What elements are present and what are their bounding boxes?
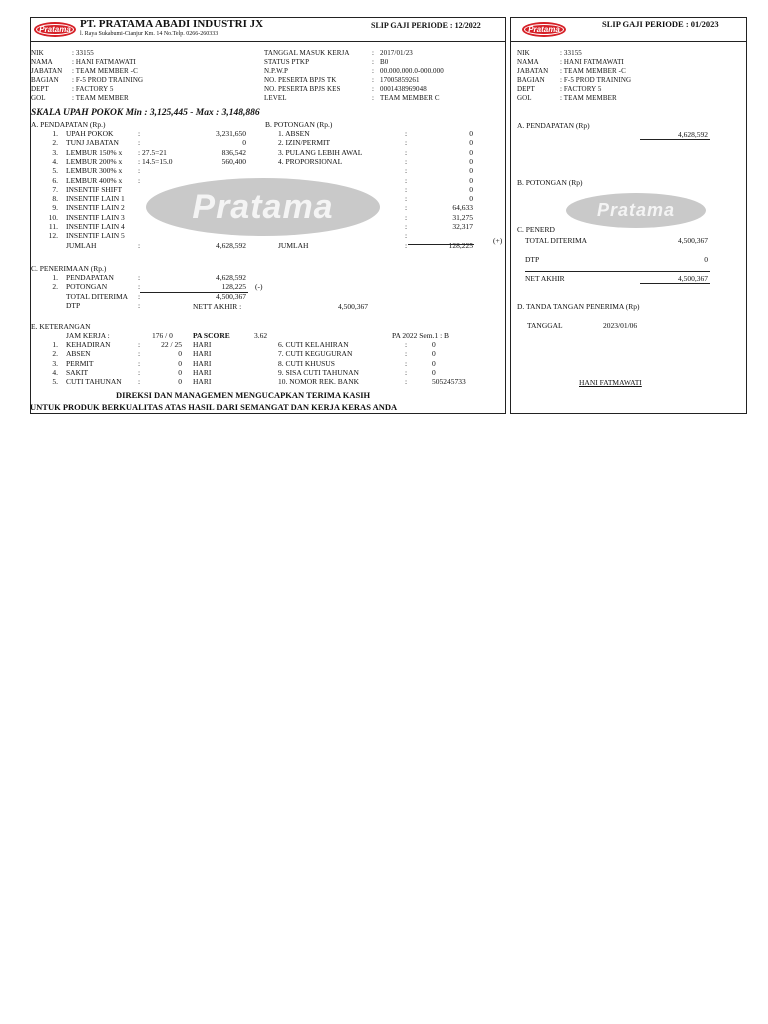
pendapatan-calc: :	[138, 240, 141, 250]
r-potongan-title: B. POTONGAN (Rp)	[517, 178, 583, 187]
keterangan-rlabel: 10. NOMOR REK. BANK	[278, 377, 360, 387]
info-value: : TEAM MEMBER	[72, 94, 129, 102]
keterangan-rcolon: :	[405, 367, 408, 377]
pendapatan-value: 836,542	[221, 147, 246, 157]
pendapatan-no: 12.	[48, 231, 58, 241]
info-label: N.P.W.P	[264, 67, 288, 75]
info-label: BAGIAN	[31, 76, 59, 84]
info-value: : TEAM MEMBER	[560, 94, 617, 102]
potongan-colon: :	[405, 147, 408, 157]
keterangan-value: 0	[178, 377, 182, 387]
keterangan-no: 1.	[52, 340, 58, 349]
keterangan-unit: HARI	[193, 377, 212, 387]
info-value: 17005859261	[380, 76, 420, 84]
info-colon: :	[372, 85, 375, 93]
keterangan-colon: :	[138, 358, 141, 368]
logo-text: Pratama	[39, 25, 71, 34]
potongan-label: 3. PULANG LEBIH AWAL	[278, 147, 363, 157]
company-address: l. Raya Sukabumi-Cianjur Km. 14 No.Telp. 0266-260333	[80, 31, 219, 37]
info-label: NIK	[517, 49, 530, 57]
company-logo-right	[522, 22, 566, 37]
potongan-label: 4. PROPORSIONAL	[278, 156, 343, 166]
pendapatan-no: 3.	[52, 147, 58, 157]
company-logo	[34, 22, 76, 37]
footer-motto: UNTUK PRODUK BERKUALITAS ATAS HASIL DARI SEMANGAT DAN KERJA KERAS ANDA	[30, 402, 398, 412]
potongan-value: 0	[469, 138, 473, 148]
info-label: LEVEL	[264, 94, 287, 102]
keterangan-value: 0	[178, 349, 182, 359]
footer-thanks: DIREKSI DAN MANAGEMEN MENGUCAPKAN TERIMA KASIH	[116, 390, 371, 400]
potongan-colon: :	[405, 231, 408, 241]
keterangan-rlabel: 7. CUTI KEGUGURAN	[278, 349, 353, 359]
logo-text-right: Pratama	[528, 25, 560, 34]
r-dtp-value: 0	[704, 255, 708, 264]
pendapatan-label: INSENTIF LAIN 2	[66, 203, 125, 213]
keterangan-no: 2.	[52, 349, 58, 359]
pendapatan-label: LEMBUR 300% x	[66, 166, 123, 176]
pendapatan-no: 2.	[52, 138, 58, 148]
pendapatan-no: 8.	[52, 194, 58, 204]
info-label: DEPT	[31, 85, 49, 93]
info-value: : TEAM MEMBER -C	[560, 67, 626, 75]
r-penerimaan-title: C. PENERD	[517, 225, 555, 234]
r-total-label: TOTAL DITERIMA	[525, 236, 588, 245]
keterangan-label: ABSEN	[66, 349, 91, 359]
pa-score-label: PA SCORE	[193, 331, 230, 340]
pendapatan-label: INSENTIF SHIFT	[66, 184, 123, 194]
potongan-colon: :	[405, 184, 408, 194]
potongan-value: 0	[469, 194, 473, 204]
penerimaan-sign: (-)	[255, 282, 263, 292]
keterangan-label: KEHADIRAN	[66, 340, 111, 349]
pendapatan-value: 4,628,592	[216, 240, 246, 250]
keterangan-label: PERMIT	[66, 358, 94, 368]
potongan-sum-line	[408, 244, 474, 245]
r-net-label: NET AKHIR	[525, 274, 565, 283]
keterangan-rcolon: :	[405, 349, 408, 359]
keterangan-title: E. KETERANGAN	[31, 322, 91, 331]
info-label: NO. PESERTA BPJS TK	[264, 76, 337, 84]
pendapatan-calc: : 27.5=21	[138, 147, 167, 157]
keterangan-value: 22 / 25	[161, 340, 182, 349]
info-value: TEAM MEMBER C	[380, 94, 440, 102]
pendapatan-value: 0	[242, 138, 246, 148]
info-label: NIK	[31, 49, 44, 57]
keterangan-value: 0	[178, 367, 182, 377]
keterangan-rlabel: 8. CUTI KHUSUS	[278, 358, 335, 368]
pendapatan-calc: : 14.5=15.0	[138, 156, 173, 166]
keterangan-rcolon: :	[405, 340, 408, 349]
potongan-value: 0	[469, 147, 473, 157]
keterangan-unit: HARI	[193, 349, 212, 359]
potongan-label: 1. ABSEN	[278, 129, 310, 138]
info-label: GOL	[517, 94, 532, 102]
keterangan-value: 0	[178, 358, 182, 368]
info-value: : FACTORY 5	[560, 85, 602, 93]
penerimaan-title: C. PENERIMAAN (Rp.)	[31, 264, 107, 273]
pendapatan-no: 7.	[52, 184, 58, 194]
potongan-value: 0	[469, 184, 473, 194]
potongan-title: B. POTONGAN (Rp.)	[265, 120, 333, 129]
info-label: NAMA	[31, 58, 53, 66]
penerimaan-colon: :	[138, 273, 141, 282]
r-net-underline	[640, 283, 710, 284]
keterangan-no: 4.	[52, 367, 58, 377]
info-label: DEPT	[517, 85, 535, 93]
slip-period-right: SLIP GAJI PERIODE : 01/2023	[602, 19, 719, 29]
pendapatan-calc: :	[138, 175, 141, 185]
penerimaan-colon: :	[138, 300, 141, 310]
header-divider-left	[30, 41, 506, 42]
potongan-plus-sign: (+)	[493, 236, 503, 245]
pendapatan-no: 1.	[52, 129, 58, 138]
r-ttd-title: D. TANDA TANGAN PENERIMA (Rp)	[517, 302, 640, 311]
pendapatan-label: LEMBUR 200% x	[66, 156, 123, 166]
info-label: JABATAN	[31, 67, 63, 75]
info-colon: :	[372, 58, 375, 66]
penerimaan-value: 128,225	[221, 282, 246, 292]
info-label: BAGIAN	[517, 76, 545, 84]
penerimaan-no: 1.	[52, 273, 58, 282]
potongan-colon: :	[405, 156, 408, 166]
potongan-label: 2. IZIN/PERMIT	[278, 138, 331, 148]
pendapatan-title: A. PENDAPATAN (Rp.)	[31, 120, 106, 129]
r-pendapatan-line	[640, 139, 710, 140]
pendapatan-no: 9.	[52, 203, 58, 213]
jam-kerja-label: JAM KERJA :	[66, 331, 110, 340]
jam-kerja-value: 176 / 0	[152, 331, 173, 340]
pendapatan-label: INSENTIF LAIN 4	[66, 222, 125, 231]
potongan-value: 0	[469, 166, 473, 176]
r-total-value: 4,500,367	[678, 236, 708, 245]
potongan-colon: :	[405, 222, 408, 231]
pendapatan-calc: :	[138, 129, 141, 138]
pendapatan-label: LEMBUR 400% x	[66, 175, 123, 185]
keterangan-unit: HARI	[193, 358, 212, 368]
pendapatan-calc: :	[138, 166, 141, 176]
pendapatan-label: JUMLAH	[66, 240, 97, 250]
potongan-value: 0	[469, 175, 473, 185]
potongan-value: 0	[469, 156, 473, 166]
potongan-colon: :	[405, 175, 408, 185]
potongan-value: 31,275	[452, 212, 473, 222]
pendapatan-no: 4.	[52, 156, 58, 166]
pendapatan-label: INSENTIF LAIN 3	[66, 212, 125, 222]
r-tanggal-label: TANGGAL	[527, 321, 563, 330]
keterangan-colon: :	[138, 367, 141, 377]
info-colon: :	[372, 76, 375, 84]
info-label: TANGGAL MASUK KERJA	[264, 49, 350, 57]
potongan-label: JUMLAH	[278, 240, 309, 250]
pendapatan-label: INSENTIF LAIN 1	[66, 194, 125, 204]
keterangan-rlabel: 6. CUTI KELAHIRAN	[278, 340, 349, 349]
pendapatan-calc: :	[138, 138, 141, 148]
potongan-value: 32,317	[452, 222, 473, 231]
keterangan-colon: :	[138, 340, 141, 349]
nett-label: NETT AKHIR :	[193, 302, 242, 311]
keterangan-rvalue: 0	[432, 349, 436, 359]
info-value: B0	[380, 58, 389, 66]
keterangan-unit: HARI	[193, 367, 212, 377]
keterangan-no: 5.	[52, 377, 58, 387]
keterangan-rvalue: 505245733	[432, 377, 466, 387]
pendapatan-no: 11.	[48, 222, 58, 231]
r-pendapatan-title: A. PENDAPATAN (Rp)	[517, 121, 590, 130]
keterangan-rvalue: 0	[432, 340, 436, 349]
pendapatan-no: 5.	[52, 166, 58, 176]
keterangan-rcolon: :	[405, 377, 408, 387]
pendapatan-label: INSENTIF LAIN 5	[66, 231, 125, 241]
info-label: NO. PESERTA BPJS KES	[264, 85, 341, 93]
pa-semester: PA 2022 Sem.1 : B	[392, 331, 450, 340]
r-net-value: 4,500,367	[678, 274, 708, 283]
r-net-line	[525, 271, 710, 272]
info-label: STATUS PTKP	[264, 58, 310, 66]
penerimaan-colon: :	[138, 291, 141, 301]
watermark-right	[566, 193, 706, 228]
info-colon: :	[372, 94, 375, 102]
potongan-colon: :	[405, 166, 408, 176]
penerimaan-value: 4,500,367	[216, 291, 246, 301]
info-value: : F-5 PROD TRAINING	[72, 76, 144, 84]
pendapatan-no: 10.	[48, 212, 58, 222]
penerimaan-label: PENDAPATAN	[66, 273, 114, 282]
info-value: : TEAM MEMBER -C	[72, 67, 138, 75]
pendapatan-label: LEMBUR 150% x	[66, 147, 123, 157]
potongan-value: 64,633	[452, 203, 473, 213]
penerimaan-label: TOTAL DITERIMA	[66, 291, 129, 301]
pendapatan-label: UPAH POKOK	[66, 129, 114, 138]
r-tanggal-value: 2023/01/06	[603, 321, 638, 330]
header-divider-right	[510, 41, 747, 42]
keterangan-rcolon: :	[405, 358, 408, 368]
watermark-text-right: Pratama	[596, 200, 676, 220]
potongan-colon: :	[405, 194, 408, 204]
penerimaan-label: POTONGAN	[66, 282, 108, 292]
r-pendapatan-value: 4,628,592	[678, 130, 708, 139]
watermark-text: Pratama	[192, 187, 334, 226]
info-value: : 33155	[72, 49, 94, 57]
info-colon: :	[372, 67, 375, 75]
pendapatan-label: TUNJ JABATAN	[66, 138, 119, 148]
info-value: 00.000.000.0-000.000	[380, 67, 444, 75]
potongan-colon: :	[405, 240, 408, 250]
info-label: NAMA	[517, 58, 539, 66]
info-label: JABATAN	[517, 67, 549, 75]
potongan-colon: :	[405, 129, 408, 138]
info-label: GOL	[31, 94, 46, 102]
penerimaan-label: DTP	[66, 300, 81, 310]
keterangan-rlabel: 9. SISA CUTI TAHUNAN	[278, 367, 359, 377]
potongan-colon: :	[405, 212, 408, 222]
info-value: 2017/01/23	[380, 49, 413, 57]
keterangan-colon: :	[138, 377, 141, 387]
info-value: : HANI FATMAWATI	[560, 58, 624, 66]
keterangan-rvalue: 0	[432, 358, 436, 368]
r-dtp-label: DTP	[525, 255, 540, 264]
keterangan-no: 3.	[52, 358, 58, 368]
info-value: 0001438969048	[380, 85, 427, 93]
potongan-colon: :	[405, 203, 408, 213]
keterangan-rvalue: 0	[432, 367, 436, 377]
penerimaan-no: 2.	[52, 282, 58, 292]
info-value: : HANI FATMAWATI	[72, 58, 136, 66]
info-value: : 33155	[560, 49, 582, 57]
keterangan-colon: :	[138, 349, 141, 359]
potongan-value: 128,225	[448, 240, 473, 250]
slip-period-left: SLIP GAJI PERIODE : 12/2022	[371, 21, 481, 30]
company-name: PT. PRATAMA ABADI INDUSTRI JX	[80, 18, 264, 30]
potongan-colon: :	[405, 138, 408, 148]
penerimaan-sum-line	[140, 292, 248, 293]
keterangan-unit: HARI	[193, 340, 212, 349]
watermark-left	[146, 178, 380, 236]
info-colon: :	[372, 49, 375, 57]
pa-score-value: 3.62	[254, 331, 268, 340]
pendapatan-no: 6.	[52, 175, 58, 185]
info-value: : F-5 PROD TRAINING	[560, 76, 632, 84]
keterangan-label: CUTI TAHUNAN	[66, 377, 122, 387]
pendapatan-value: 560,400	[221, 156, 246, 166]
keterangan-label: SAKIT	[66, 367, 89, 377]
pendapatan-value: 3,231,650	[216, 129, 246, 138]
potongan-value: 0	[469, 129, 473, 138]
penerimaan-colon: :	[138, 282, 141, 292]
penerimaan-value: 4,628,592	[216, 273, 246, 282]
salary-scale: SKALA UPAH POKOK Min : 3,125,445 - Max : 3,148,886	[31, 108, 260, 118]
info-value: : FACTORY 5	[72, 85, 114, 93]
nett-value: 4,500,367	[338, 302, 368, 311]
r-signer-name: HANI FATMAWATI	[579, 378, 642, 387]
